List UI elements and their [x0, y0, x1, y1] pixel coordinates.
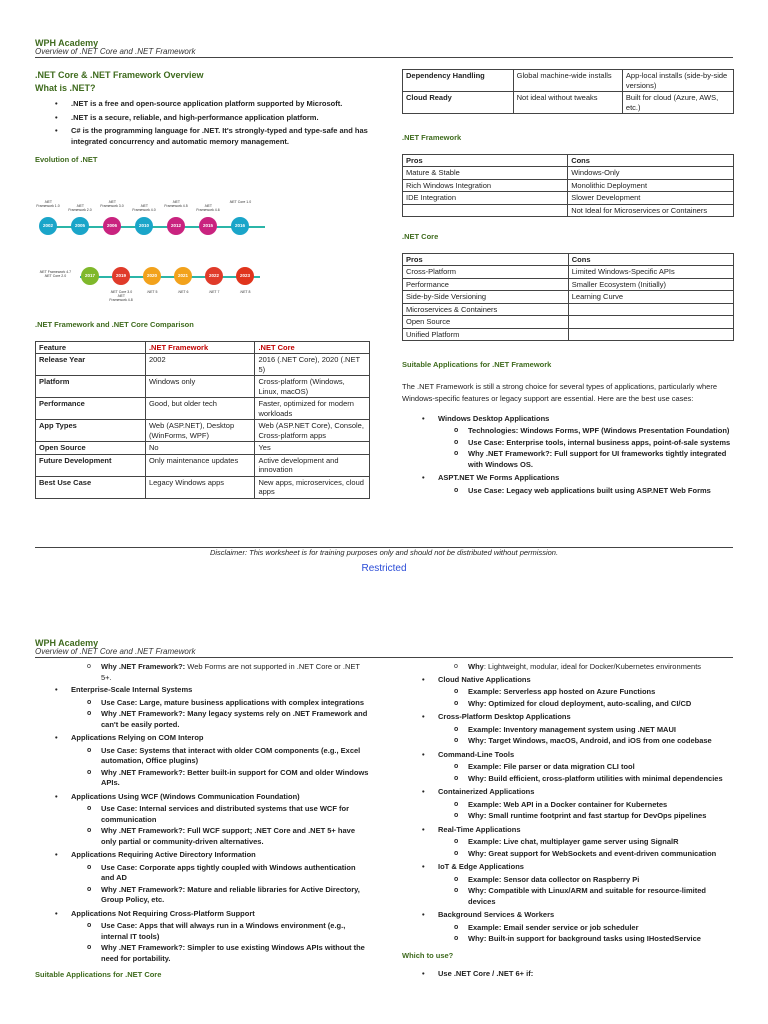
sub-item [468, 811, 734, 822]
table-cell: Side-by-Side Versioning [403, 291, 569, 304]
timeline-label: .NET 7 [208, 290, 220, 294]
sub-item [468, 736, 734, 747]
sub-item-key: Why [468, 934, 484, 943]
table-cell: Built for cloud (Azure, AWS, etc.) [622, 92, 733, 114]
sub-item [101, 709, 370, 730]
table-cell: Open Source [36, 442, 146, 455]
sub-item-key: Why .NET Framework?: [468, 449, 553, 458]
sub-item [468, 923, 734, 934]
table-header-row [403, 154, 734, 167]
app-item [438, 473, 734, 496]
table-cell: Limited Windows-Specific APIs [568, 266, 733, 279]
table-row [36, 376, 370, 398]
sub-item-value: Many legacy systems rely on .NET Framework and can't be easily ported. [101, 709, 368, 729]
table-header-cell: Cons [568, 154, 734, 167]
sub-item-key: Example [468, 799, 499, 809]
table-cell: 2002 [145, 354, 255, 376]
table-cell: 2016 (.NET Core), 2020 (.NET 5) [255, 354, 370, 376]
table-cell: Microservices & Containers [403, 303, 569, 316]
sub-item-value: : Live chat, multiplayer game server using SignalR [498, 837, 679, 846]
comparison-heading: .NET Framework and .NET Core Comparison [35, 320, 194, 329]
sub-item-value: : Email sender service or job scheduler [498, 922, 639, 932]
sub-item [101, 662, 370, 683]
timeline-label: .NET Core 3.0 .NET Framework 4.8 [109, 290, 133, 302]
app-item-title: Windows Desktop Applications [438, 413, 550, 423]
table-cell: Open Source [403, 316, 569, 329]
sub-item-value: : Great support for WebSockets and event-driven communication [483, 848, 717, 858]
sub-list [71, 746, 370, 789]
table-cell: Rich Windows Integration [403, 179, 568, 192]
table-cell: Web (ASP.NET Core), Console, Cross-platform apps [255, 420, 370, 442]
table-cell: New apps, microservices, cloud apps [255, 476, 370, 498]
table-cell: Cross-platform (Windows, Linux, macOS) [255, 376, 370, 398]
app-item-title: ASPT.NET We Forms Applications [438, 473, 560, 482]
framework-pros-cons-table [402, 154, 734, 218]
sub-item-value: Corporate apps tightly coupled with Windows authentication and AD [101, 862, 356, 882]
sub-item [101, 863, 370, 884]
sub-item-value: Apps that will always run in a Windows environment (e.g., internal IT tools) [101, 921, 346, 941]
header-divider [35, 57, 733, 58]
sub-item-key: Use Case: [101, 921, 138, 930]
framework-heading: .NET Framework [402, 133, 462, 142]
comparison-table-continued [402, 69, 734, 114]
table-cell: Learning Curve [568, 291, 733, 304]
table-row [403, 167, 734, 180]
app-item-title: Cloud Native Applications [438, 674, 531, 684]
sub-item-value: : Compatible with Linux/ARM and suitable for resource-limited devices [468, 886, 706, 906]
timeline-label: .NET Core 1.0 [228, 200, 252, 204]
evolution-timeline [35, 190, 275, 310]
timeline-label: .NET Framework 3.0 [100, 200, 124, 208]
app-item-title: Command-Line Tools [438, 749, 515, 759]
what-list [35, 99, 370, 147]
sub-item-value: : Serverless app hosted on Azure Functions [498, 687, 656, 696]
sub-item [101, 885, 370, 906]
sub-item-key: Example [468, 874, 499, 884]
header-org: WPH Academy [35, 638, 99, 648]
timeline-bar-bottom [80, 276, 260, 278]
timeline-milestone: 2002 [39, 217, 57, 235]
timeline-milestone: 2022 [205, 267, 223, 285]
sub-item-value: Internal services and distributed systems that use WCF for communication [101, 804, 350, 824]
table-cell: Legacy Windows apps [145, 476, 255, 498]
sub-item-value: : Build efficient, cross-platform utilities with minimal dependencies [483, 773, 723, 783]
app-item [438, 414, 734, 471]
sub-item [101, 943, 370, 964]
table-header-row [403, 253, 734, 266]
timeline-label: .NET Framework 4.5 [164, 200, 188, 208]
timeline-milestone: 2005 [71, 217, 89, 235]
timeline-milestone: 2010 [135, 217, 153, 235]
sub-item-key: Use Case [468, 485, 502, 495]
sub-item-key: Example [468, 922, 499, 932]
table-cell: Only maintenance updates [145, 454, 255, 476]
table-header-cell: Cons [568, 253, 733, 266]
app-item-title: Cross-Platform Desktop Applications [438, 712, 571, 721]
sub-item [468, 849, 734, 860]
timeline-milestone: 2006 [103, 217, 121, 235]
app-item [438, 910, 734, 945]
sub-item-key: Why .NET Framework?: [101, 943, 186, 952]
table-cell: Yes [255, 442, 370, 455]
table-cell [568, 316, 733, 329]
sub-list [438, 762, 734, 784]
sub-item [468, 774, 734, 785]
table-row [36, 476, 370, 498]
header-subtitle: Overview of .NET Core and .NET Framework [35, 47, 196, 56]
page2-left-column [35, 660, 370, 981]
app-item-title: Enterprise-Scale Internal Systems [71, 685, 193, 694]
sub-item-key: Why [468, 698, 484, 708]
table-cell: Global machine-wide installs [513, 70, 622, 92]
sub-list [71, 804, 370, 847]
table-cell: App Types [36, 420, 146, 442]
timeline-milestone: 2016 [231, 217, 249, 235]
app-item [438, 712, 734, 747]
app-item [71, 850, 370, 906]
table-cell: Good, but older tech [145, 398, 255, 420]
page1-right-column [402, 69, 734, 499]
table-cell: Active development and innovation [255, 454, 370, 476]
table-row [36, 354, 370, 376]
sub-item-value: : Large, mature business applications with complex integrations [134, 697, 364, 707]
table-cell: Release Year [36, 354, 146, 376]
which-item: • Use .NET Core / .NET 6+ if: [438, 969, 734, 980]
sub-item-value: : Windows Forms, WPF (Windows Presentation Foundation) [515, 426, 730, 435]
core-pros-cons-table [402, 253, 734, 342]
table-cell: Performance [36, 398, 146, 420]
timeline-label: .NET Framework 2.0 [68, 204, 92, 212]
what-bullet: • .NET is a free and open-source application platform supported by Microsoft. [71, 99, 370, 110]
table-header-cell: Pros [403, 253, 569, 266]
restricted-label: Restricted [361, 563, 407, 574]
sub-list [438, 875, 734, 908]
sub-item [468, 426, 734, 437]
sub-item [468, 687, 734, 698]
table-cell: IDE Integration [403, 192, 568, 205]
sub-item-value: : Legacy web applications built using ASP.NET Web Forms [501, 485, 711, 495]
sub-item [101, 921, 370, 942]
table-header-cell: Feature [36, 341, 146, 354]
timeline-milestone: 2019 [112, 267, 130, 285]
sub-item-key: Why [468, 662, 484, 671]
sub-item [468, 438, 734, 449]
sub-item-value: Web Forms are not supported in .NET Core or .NET 5+. [101, 662, 360, 682]
sub-item-value: : Lightweight, modular, ideal for Docker/Kubernetes environments [483, 662, 702, 671]
sub-item-key: Use Case: [101, 862, 138, 872]
table-row [403, 266, 734, 279]
sub-item [468, 486, 734, 497]
sub-item [468, 762, 734, 773]
comparison-section [35, 320, 370, 499]
core-apps-list [402, 675, 734, 945]
which-heading: Which to use? [402, 950, 454, 960]
timeline-milestone: 2017 [81, 267, 99, 285]
comparison-table [35, 341, 370, 499]
table-header-cell: Pros [403, 154, 568, 167]
table-row [403, 192, 734, 205]
app-item [438, 825, 734, 860]
sub-item-value: : Inventory management system using .NET MAUI [498, 724, 676, 734]
sub-list [438, 800, 734, 822]
sub-list [438, 687, 734, 709]
table-cell: Performance [403, 278, 569, 291]
sub-item [468, 699, 734, 710]
sub-item [101, 746, 370, 767]
table-cell: Slower Development [568, 192, 734, 205]
timeline-milestone: 2021 [174, 267, 192, 285]
table-row [403, 70, 734, 92]
framework-apps-list-continued [35, 685, 370, 964]
table-row [36, 442, 370, 455]
sub-item [101, 698, 370, 709]
sub-item-key: Why .NET Framework?: [101, 826, 186, 835]
sub-list [438, 426, 734, 470]
table-cell: Not ideal without tweaks [513, 92, 622, 114]
table-row [403, 278, 734, 291]
app-item [71, 909, 370, 965]
sub-item-value: : Sensor data collector on Raspberry Pi [498, 874, 640, 884]
app-item-title: Applications Not Requiring Cross-Platform Support [71, 908, 255, 918]
sub-item-key: Use Case [101, 697, 135, 707]
table-cell: Best Use Case [36, 476, 146, 498]
table-header-cell: .NET Core [255, 341, 370, 354]
sub-item-value: Simpler to use existing Windows APIs without the need for portability. [101, 943, 365, 963]
suitable-core-heading: Suitable Applications for .NET Core [35, 970, 162, 979]
sub-item [468, 837, 734, 848]
right-continued-subs [438, 662, 734, 673]
timeline-label: .NET 5 [146, 290, 158, 294]
sub-list [71, 863, 370, 906]
app-item [71, 733, 370, 789]
timeline-label: .NET Framework 1.0 [36, 200, 60, 208]
sub-item-key: Example [468, 687, 499, 696]
sub-item [468, 886, 734, 907]
sub-item-value: : Target Windows, macOS, Android, and iOS from one codebase [483, 736, 712, 745]
app-item-title: Containerized Applications [438, 787, 535, 796]
disclaimer: Disclaimer: This worksheet is for training purposes only and should not be distributed without permission. [209, 548, 559, 557]
table-row [403, 316, 734, 329]
table-cell: Not Ideal for Microservices or Containers [568, 204, 734, 217]
app-item-title: Applications Relying on COM Interop [71, 733, 204, 742]
app-item [438, 675, 734, 710]
table-cell [403, 204, 568, 217]
sub-item [101, 804, 370, 825]
sub-item-value: : Built-in support for background tasks using IHostedService [483, 934, 701, 943]
table-cell: App-local installs (side-by-side versions) [622, 70, 733, 92]
sub-item-key: Example [468, 724, 499, 734]
timeline-label: .NET Framework 4.6 [196, 204, 220, 212]
sub-list [71, 698, 370, 731]
app-item [438, 750, 734, 785]
sub-item-key: Use Case: [101, 745, 138, 755]
table-row [403, 291, 734, 304]
sub-item-key: Example [468, 837, 499, 846]
app-item-title: Background Services & Workers [438, 910, 555, 919]
sub-item [468, 875, 734, 886]
timeline-label: .NET 8 [239, 290, 251, 294]
sub-item-value: : File parser or data migration CLI tool [498, 762, 635, 771]
sub-item-key: Use Case [468, 437, 502, 447]
which-list [402, 969, 734, 980]
core-heading: .NET Core [402, 232, 439, 241]
left-continued-subs [71, 662, 370, 683]
app-item [71, 685, 370, 730]
app-item-title: IoT & Edge Applications [438, 862, 524, 871]
sub-item-value: : Enterprise tools, internal business apps, point-of-sale systems [501, 437, 731, 447]
page-2 [0, 600, 768, 1024]
table-cell [568, 303, 733, 316]
table-cell: Mature & Stable [403, 167, 568, 180]
table-row [403, 92, 734, 114]
sub-item-key: Why [468, 773, 484, 783]
table-row [403, 204, 734, 217]
timeline-label: .NET Framework 4.0 [132, 204, 156, 212]
timeline-label: .NET Framework 4.7 .NET Core 2.0 [38, 270, 72, 278]
timeline-milestone: 2012 [167, 217, 185, 235]
sub-item-value: Mature and reliable libraries for Active Directory, Group Policy, etc. [101, 884, 360, 904]
sub-item [468, 662, 734, 673]
table-cell: Windows only [145, 376, 255, 398]
sub-item-value: : Small runtime footprint and fast startup for DevOps pipelines [483, 811, 707, 820]
sub-list [71, 921, 370, 964]
sub-item [468, 800, 734, 811]
app-item-title: Real-Time Applications [438, 824, 521, 834]
sub-item [468, 449, 734, 470]
sub-item-key: Use Case: [101, 804, 138, 813]
table-row [36, 420, 370, 442]
sub-item-key: Example [468, 762, 499, 771]
sub-list [438, 923, 734, 945]
table-row [403, 179, 734, 192]
sub-item-value: : Web API in a Docker container for Kubernetes [498, 799, 668, 809]
sub-item-key: Why [468, 848, 484, 858]
table-cell: Unified Platform [403, 328, 569, 341]
table-cell: Smaller Ecosystem (Initially) [568, 278, 733, 291]
table-cell: Platform [36, 376, 146, 398]
header-org: WPH Academy [35, 38, 99, 48]
table-cell: Web (ASP.NET), Desktop (WinForms, WPF) [145, 420, 255, 442]
table-cell: Dependency Handling [403, 70, 514, 92]
page-title: .NET Core & .NET Framework Overview [35, 70, 204, 80]
sub-item-value: Better built-in support for COM and older Windows APIs. [101, 767, 369, 787]
timeline-milestone: 2023 [236, 267, 254, 285]
sub-item-value: Systems that interact with older COM components (e.g., Excel automation, Office plugins) [101, 745, 361, 765]
table-row [36, 454, 370, 476]
sub-item [468, 934, 734, 945]
page2-right-column [402, 660, 734, 983]
sub-item-value: Full WCF support; .NET Core and .NET 5+ have only partial or community-driven alternatives. [101, 826, 355, 846]
table-cell: Windows-Only [568, 167, 734, 180]
what-heading: What is .NET? [35, 82, 96, 93]
sub-list [438, 486, 734, 497]
table-cell: Future Development [36, 454, 146, 476]
app-item [71, 792, 370, 848]
sub-item-key: Technologies [468, 426, 516, 435]
timeline-label: .NET 6 [177, 290, 189, 294]
evolution-heading: Evolution of .NET [35, 155, 98, 164]
sub-item-key: Why [468, 736, 484, 745]
timeline-milestone: 2015 [199, 217, 217, 235]
header-divider [35, 657, 733, 658]
app-item-title: Applications Using WCF (Windows Communication Foundation) [71, 791, 300, 801]
table-cell: Faster, optimized for modern workloads [255, 398, 370, 420]
table-cell: Monolithic Deployment [568, 179, 734, 192]
sub-item [101, 768, 370, 789]
table-header-cell: .NET Framework [145, 341, 255, 354]
what-bullet: • .NET is a secure, reliable, and high-performance application platform. [71, 113, 370, 124]
sub-item [468, 725, 734, 736]
table-row [403, 328, 734, 341]
app-item [438, 862, 734, 907]
table-row [403, 303, 734, 316]
timeline-milestone: 2020 [143, 267, 161, 285]
table-header-row [36, 341, 370, 354]
table-cell: Cloud Ready [403, 92, 514, 114]
sub-item-key: Why .NET Framework?: [101, 709, 186, 718]
framework-apps-list [402, 414, 734, 497]
table-cell: No [145, 442, 255, 455]
sub-item-key: Why [468, 811, 484, 820]
sub-item-key: Why [468, 886, 484, 895]
sub-item [101, 826, 370, 847]
sub-list [438, 725, 734, 747]
sub-item-key: Why .NET Framework?: [101, 884, 186, 894]
sub-item-value: : Optimized for cloud deployment, auto-scaling, and CI/CD [483, 698, 692, 708]
sub-item-key: Why .NET Framework?: [101, 662, 186, 671]
what-bullet: • C# is the programming language for .NET. It's strongly-typed and type-safe and has integrated concurrency and automatic memory management. [71, 126, 370, 147]
table-cell [568, 328, 733, 341]
table-row [36, 398, 370, 420]
app-item-title: Applications Requiring Active Directory Information [71, 850, 256, 859]
suitable-framework-intro: The .NET Framework is still a strong choice for several types of applications, particularly where Windows-specific features or legacy support are essential. Here are the best use cases: [402, 381, 717, 403]
page1-left-column [35, 70, 370, 166]
sub-list [438, 837, 734, 859]
table-cell: Cross-Platform [403, 266, 569, 279]
app-item [438, 787, 734, 822]
header-subtitle: Overview of .NET Core and .NET Framework [35, 647, 196, 656]
sub-item-key: Why .NET Framework?: [101, 767, 186, 777]
suitable-framework-heading: Suitable Applications for .NET Framework [402, 360, 552, 369]
sub-item-value: Full support for UI frameworks tightly integrated with Windows OS. [468, 449, 727, 469]
